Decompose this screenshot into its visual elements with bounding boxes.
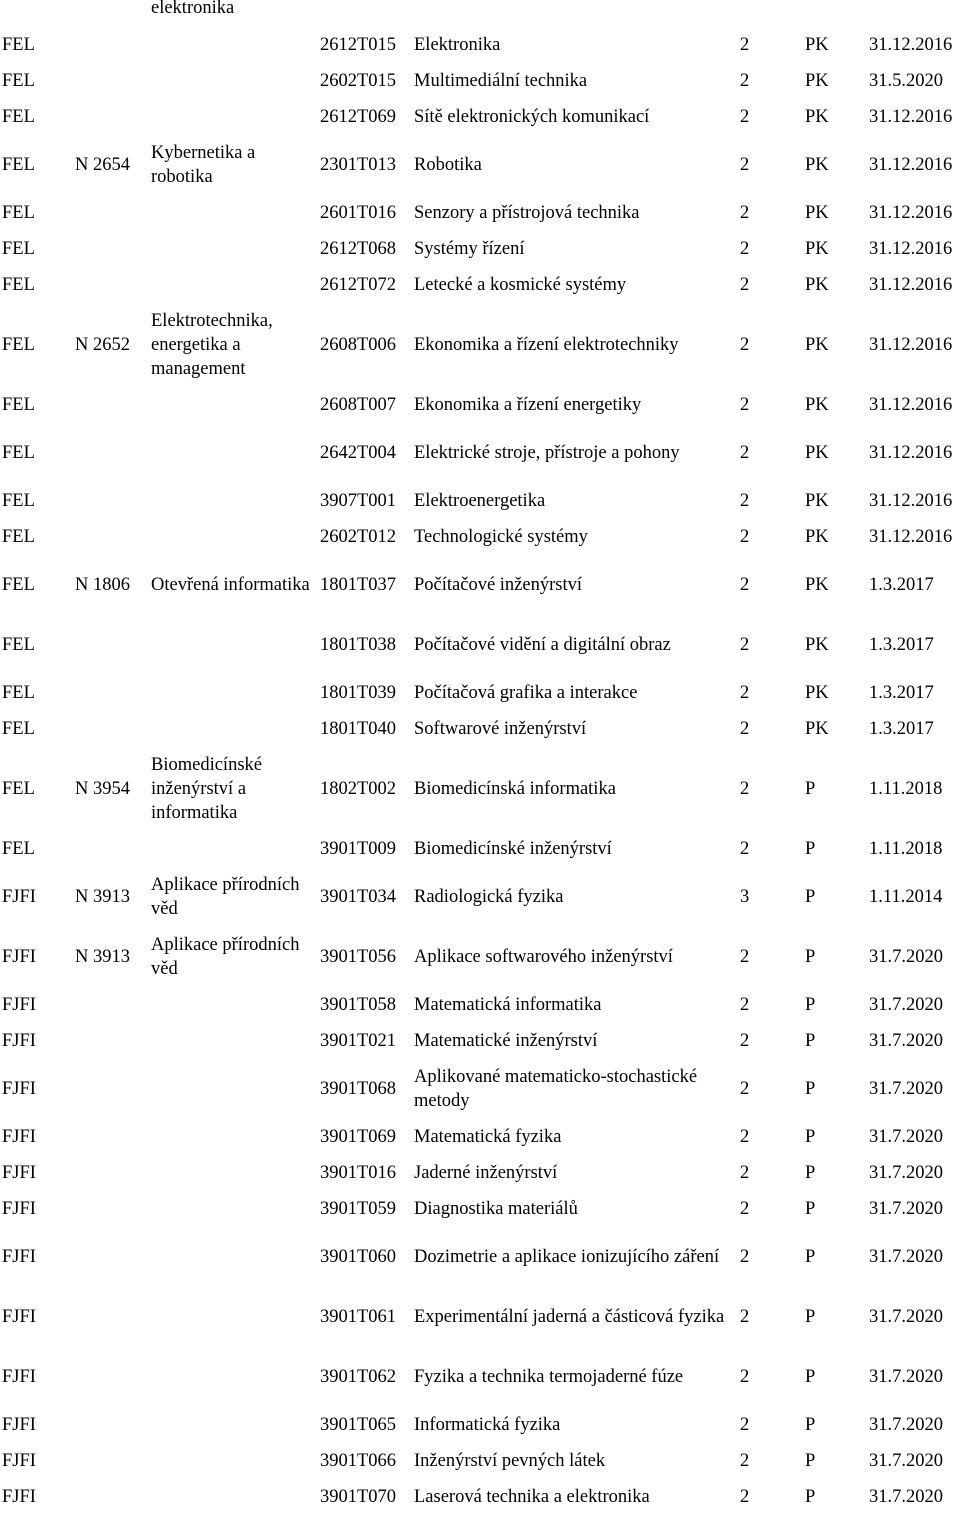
table-row (0, 1227, 960, 1287)
study-length-cell: 2 (740, 1199, 750, 1219)
field-name-cell: Systémy řízení (414, 239, 525, 259)
study-length-cell: 2 (740, 491, 750, 511)
field-name-cell: Matematické inženýrství (414, 1031, 598, 1051)
valid-until-cell: 1.3.2017 (869, 683, 934, 703)
study-length-cell: 2 (740, 203, 750, 223)
study-length-cell: 2 (740, 1307, 750, 1327)
study-length-cell: 2 (740, 1367, 750, 1387)
valid-until-cell: 31.12.2016 (869, 155, 953, 175)
study-length-cell: 2 (740, 443, 750, 463)
program-number-cell: N 2654 (75, 155, 130, 175)
valid-until-cell: 31.7.2020 (869, 947, 943, 967)
valid-until-cell: 31.7.2020 (869, 1163, 943, 1183)
table-row (0, 1155, 960, 1191)
field-name-cell: Jaderné inženýrství (414, 1163, 558, 1183)
study-form-cell: PK (805, 335, 829, 355)
valid-until-cell: 31.7.2020 (869, 995, 943, 1015)
field-name-cell: Senzory a přístrojová technika (414, 203, 640, 223)
table-row (0, 27, 960, 63)
field-name-cell: Elektrické stroje, přístroje a pohony (414, 443, 680, 463)
faculty-cell: FJFI (2, 1079, 36, 1099)
table-row (0, 711, 960, 747)
field-name-cell: Počítačové inženýrství (414, 575, 582, 595)
table-row (0, 615, 960, 675)
field-code-cell: 3901T068 (320, 1079, 397, 1099)
valid-until-cell: 31.7.2020 (869, 1127, 943, 1147)
study-length-cell: 2 (740, 1079, 750, 1099)
study-form-cell: P (805, 1307, 816, 1327)
field-name-cell: Dozimetrie a aplikace ionizujícího záření (414, 1247, 720, 1267)
study-form-cell: PK (805, 107, 829, 127)
study-form-cell: P (805, 1127, 816, 1147)
program-name-cell: Elektrotechnika, energetika a management (151, 311, 273, 379)
field-code-cell: 1802T002 (320, 779, 397, 799)
field-code-cell: 3901T058 (320, 995, 397, 1015)
study-form-cell: P (805, 1415, 816, 1435)
field-name-cell: Informatická fyzika (414, 1415, 561, 1435)
field-code-cell: 3901T070 (320, 1487, 397, 1507)
field-code-cell: 3901T056 (320, 947, 397, 967)
valid-until-cell: 31.12.2016 (869, 491, 953, 511)
field-code-cell: 3901T021 (320, 1031, 397, 1051)
faculty-cell: FJFI (2, 1031, 36, 1051)
valid-until-cell: 31.12.2016 (869, 35, 953, 55)
study-form-cell: PK (805, 239, 829, 259)
field-name-cell: Diagnostika materiálů (414, 1199, 578, 1219)
study-form-cell: P (805, 1367, 816, 1387)
table-row (0, 747, 960, 831)
field-code-cell: 1801T040 (320, 719, 397, 739)
study-length-cell: 3 (740, 887, 750, 907)
faculty-cell: FEL (2, 779, 35, 799)
faculty-cell: FJFI (2, 1487, 36, 1507)
study-length-cell: 2 (740, 395, 750, 415)
field-code-cell: 2612T015 (320, 35, 397, 55)
valid-until-cell: 31.12.2016 (869, 527, 953, 547)
table-row (0, 99, 960, 135)
table-row (0, 1023, 960, 1059)
field-name-cell: Ekonomika a řízení elektrotechniky (414, 335, 679, 355)
field-name-cell: Inženýrství pevných látek (414, 1451, 606, 1471)
study-length-cell: 2 (740, 335, 750, 355)
table-row (0, 1191, 960, 1227)
field-code-cell: 1801T038 (320, 635, 397, 655)
field-code-cell: 2612T069 (320, 107, 397, 127)
table-row (0, 555, 960, 615)
valid-until-cell: 1.3.2017 (869, 719, 934, 739)
study-length-cell: 2 (740, 1163, 750, 1183)
program-name-cell: Kybernetika a robotika (151, 143, 256, 187)
program-number-cell: N 1806 (75, 575, 130, 595)
valid-until-cell: 31.7.2020 (869, 1307, 943, 1327)
valid-until-cell: 31.7.2020 (869, 1199, 943, 1219)
valid-until-cell: 1.11.2018 (869, 779, 943, 799)
faculty-cell: FEL (2, 839, 35, 859)
study-length-cell: 2 (740, 527, 750, 547)
study-form-cell: P (805, 887, 816, 907)
field-code-cell: 2612T068 (320, 239, 397, 259)
faculty-cell: FEL (2, 71, 35, 91)
faculty-cell: FEL (2, 107, 35, 127)
faculty-cell: FEL (2, 635, 35, 655)
study-length-cell: 2 (740, 779, 750, 799)
faculty-cell: FEL (2, 203, 35, 223)
field-name-cell: Laserová technika a elektronika (414, 1487, 650, 1507)
study-length-cell: 2 (740, 719, 750, 739)
faculty-cell: FEL (2, 239, 35, 259)
study-length-cell: 2 (740, 239, 750, 259)
table-row (0, 63, 960, 99)
field-name-cell: Experimentální jaderná a částicová fyzika (414, 1307, 725, 1327)
faculty-cell: FJFI (2, 1415, 36, 1435)
table-row (0, 1119, 960, 1155)
field-code-cell: 2608T006 (320, 335, 397, 355)
study-length-cell: 2 (740, 107, 750, 127)
field-code-cell: 2612T072 (320, 275, 397, 295)
valid-until-cell: 31.12.2016 (869, 203, 953, 223)
table-row (0, 1347, 960, 1407)
study-length-cell: 2 (740, 1487, 750, 1507)
study-form-cell: PK (805, 203, 829, 223)
field-code-cell: 2601T016 (320, 203, 397, 223)
field-name-cell: Letecké a kosmické systémy (414, 275, 627, 295)
field-code-cell: 3901T060 (320, 1247, 397, 1267)
field-code-cell: 3901T066 (320, 1451, 397, 1471)
study-form-cell: PK (805, 683, 829, 703)
study-length-cell: 2 (740, 35, 750, 55)
study-length-cell: 2 (740, 1451, 750, 1471)
field-code-cell: 2642T004 (320, 443, 397, 463)
valid-until-cell: 1.3.2017 (869, 635, 934, 655)
study-length-cell: 2 (740, 947, 750, 967)
faculty-cell: FEL (2, 275, 35, 295)
continued-program-fragment: elektronika (151, 0, 235, 18)
faculty-cell: FEL (2, 35, 35, 55)
program-name-cell: Aplikace přírodních věd (151, 935, 300, 979)
valid-until-cell: 31.5.2020 (869, 71, 943, 91)
table-row (0, 267, 960, 303)
study-form-cell: PK (805, 275, 829, 295)
study-form-cell: P (805, 1031, 816, 1051)
program-number-cell: N 2652 (75, 335, 130, 355)
table-body (0, 27, 960, 1515)
faculty-cell: FEL (2, 155, 35, 175)
field-code-cell: 3901T034 (320, 887, 397, 907)
table-row (0, 519, 960, 555)
field-name-cell: Radiologická fyzika (414, 887, 564, 907)
faculty-cell: FJFI (2, 947, 36, 967)
field-name-cell: Elektroenergetika (414, 491, 546, 511)
valid-until-cell: 1.11.2014 (869, 887, 943, 907)
table-row (0, 1059, 960, 1119)
study-form-cell: P (805, 995, 816, 1015)
field-code-cell: 2608T007 (320, 395, 397, 415)
field-code-cell: 3901T059 (320, 1199, 397, 1219)
table-row (0, 675, 960, 711)
field-code-cell: 3901T065 (320, 1415, 397, 1435)
study-form-cell: PK (805, 527, 829, 547)
table-row (0, 987, 960, 1023)
field-code-cell: 2301T013 (320, 155, 397, 175)
field-code-cell: 3901T062 (320, 1367, 397, 1387)
study-form-cell: PK (805, 155, 829, 175)
faculty-cell: FEL (2, 491, 35, 511)
study-form-cell: P (805, 1079, 816, 1099)
table-row (0, 1479, 960, 1515)
table-row (0, 927, 960, 987)
field-name-cell: Biomedicínská informatika (414, 779, 616, 799)
faculty-cell: FJFI (2, 1199, 36, 1219)
program-name-cell: Aplikace přírodních věd (151, 875, 300, 919)
faculty-cell: FEL (2, 443, 35, 463)
table-row (0, 867, 960, 927)
field-code-cell: 1801T039 (320, 683, 397, 703)
field-name-cell: Matematická fyzika (414, 1127, 562, 1147)
study-length-cell: 2 (740, 839, 750, 859)
faculty-cell: FJFI (2, 995, 36, 1015)
study-form-cell: P (805, 839, 816, 859)
study-length-cell: 2 (740, 1127, 750, 1147)
study-form-cell: P (805, 1199, 816, 1219)
valid-until-cell: 31.12.2016 (869, 239, 953, 259)
field-name-cell: Aplikované matematicko-stochastické metody (414, 1067, 698, 1111)
field-name-cell: Ekonomika a řízení energetiky (414, 395, 642, 415)
study-length-cell: 2 (740, 1031, 750, 1051)
field-code-cell: 3901T009 (320, 839, 397, 859)
faculty-cell: FJFI (2, 1367, 36, 1387)
study-form-cell: P (805, 779, 816, 799)
faculty-cell: FEL (2, 335, 35, 355)
table-row (0, 1407, 960, 1443)
valid-until-cell: 31.12.2016 (869, 335, 953, 355)
faculty-cell: FEL (2, 683, 35, 703)
field-name-cell: Softwarové inženýrství (414, 719, 587, 739)
faculty-cell: FEL (2, 575, 35, 595)
table-row (0, 423, 960, 483)
field-name-cell: Robotika (414, 155, 482, 175)
study-length-cell: 2 (740, 1415, 750, 1435)
program-name-cell: Otevřená informatika (151, 575, 310, 595)
valid-until-cell: 31.7.2020 (869, 1487, 943, 1507)
field-code-cell: 3901T069 (320, 1127, 397, 1147)
faculty-cell: FJFI (2, 1127, 36, 1147)
field-name-cell: Biomedicínské inženýrství (414, 839, 612, 859)
study-form-cell: PK (805, 71, 829, 91)
field-name-cell: Počítačové vidění a digitální obraz (414, 635, 671, 655)
faculty-cell: FEL (2, 395, 35, 415)
study-form-cell: P (805, 1487, 816, 1507)
study-length-cell: 2 (740, 995, 750, 1015)
faculty-cell: FJFI (2, 887, 36, 907)
valid-until-cell: 31.12.2016 (869, 443, 953, 463)
study-form-cell: P (805, 947, 816, 967)
valid-until-cell: 31.7.2020 (869, 1247, 943, 1267)
program-number-cell: N 3913 (75, 887, 130, 907)
study-form-cell: P (805, 1451, 816, 1471)
table-row (0, 231, 960, 267)
study-form-cell: PK (805, 35, 829, 55)
field-name-cell: Elektronika (414, 35, 501, 55)
table-row (0, 195, 960, 231)
faculty-cell: FJFI (2, 1451, 36, 1471)
valid-until-cell: 1.11.2018 (869, 839, 943, 859)
study-length-cell: 2 (740, 683, 750, 703)
faculty-cell: FEL (2, 527, 35, 547)
study-form-cell: PK (805, 635, 829, 655)
study-form-cell: PK (805, 719, 829, 739)
table-row (0, 831, 960, 867)
program-name-cell: Biomedicínské inženýrství a informatika (151, 755, 262, 823)
field-name-cell: Multimediální technika (414, 71, 588, 91)
field-name-cell: Aplikace softwarového inženýrství (414, 947, 673, 967)
valid-until-cell: 1.3.2017 (869, 575, 934, 595)
table-row (0, 303, 960, 387)
faculty-cell: FJFI (2, 1307, 36, 1327)
study-length-cell: 2 (740, 71, 750, 91)
field-name-cell: Matematická informatika (414, 995, 602, 1015)
valid-until-cell: 31.12.2016 (869, 395, 953, 415)
program-number-cell: N 3954 (75, 779, 130, 799)
study-length-cell: 2 (740, 575, 750, 595)
valid-until-cell: 31.7.2020 (869, 1415, 943, 1435)
study-form-cell: PK (805, 443, 829, 463)
field-name-cell: Technologické systémy (414, 527, 588, 547)
valid-until-cell: 31.12.2016 (869, 107, 953, 127)
study-length-cell: 2 (740, 155, 750, 175)
field-name-cell: Sítě elektronických komunikací (414, 107, 650, 127)
faculty-cell: FJFI (2, 1163, 36, 1183)
study-form-cell: PK (805, 491, 829, 511)
table-row (0, 1443, 960, 1479)
study-length-cell: 2 (740, 635, 750, 655)
valid-until-cell: 31.12.2016 (869, 275, 953, 295)
program-number-cell: N 3913 (75, 947, 130, 967)
table-row (0, 135, 960, 195)
study-form-cell: P (805, 1247, 816, 1267)
table-row (0, 1287, 960, 1347)
study-length-cell: 2 (740, 275, 750, 295)
valid-until-cell: 31.7.2020 (869, 1031, 943, 1051)
faculty-cell: FJFI (2, 1247, 36, 1267)
field-code-cell: 1801T037 (320, 575, 397, 595)
field-code-cell: 3901T061 (320, 1307, 397, 1327)
field-code-cell: 2602T015 (320, 71, 397, 91)
valid-until-cell: 31.7.2020 (869, 1079, 943, 1099)
table-row (0, 483, 960, 519)
valid-until-cell: 31.7.2020 (869, 1451, 943, 1471)
field-name-cell: Počítačová grafika a interakce (414, 683, 638, 703)
study-form-cell: PK (805, 395, 829, 415)
faculty-cell: FEL (2, 719, 35, 739)
field-code-cell: 2602T012 (320, 527, 397, 547)
valid-until-cell: 31.7.2020 (869, 1367, 943, 1387)
field-name-cell: Fyzika a technika termojaderné fúze (414, 1367, 684, 1387)
table-row (0, 387, 960, 423)
study-form-cell: P (805, 1163, 816, 1183)
study-form-cell: PK (805, 575, 829, 595)
field-code-cell: 3907T001 (320, 491, 397, 511)
study-length-cell: 2 (740, 1247, 750, 1267)
field-code-cell: 3901T016 (320, 1163, 397, 1183)
